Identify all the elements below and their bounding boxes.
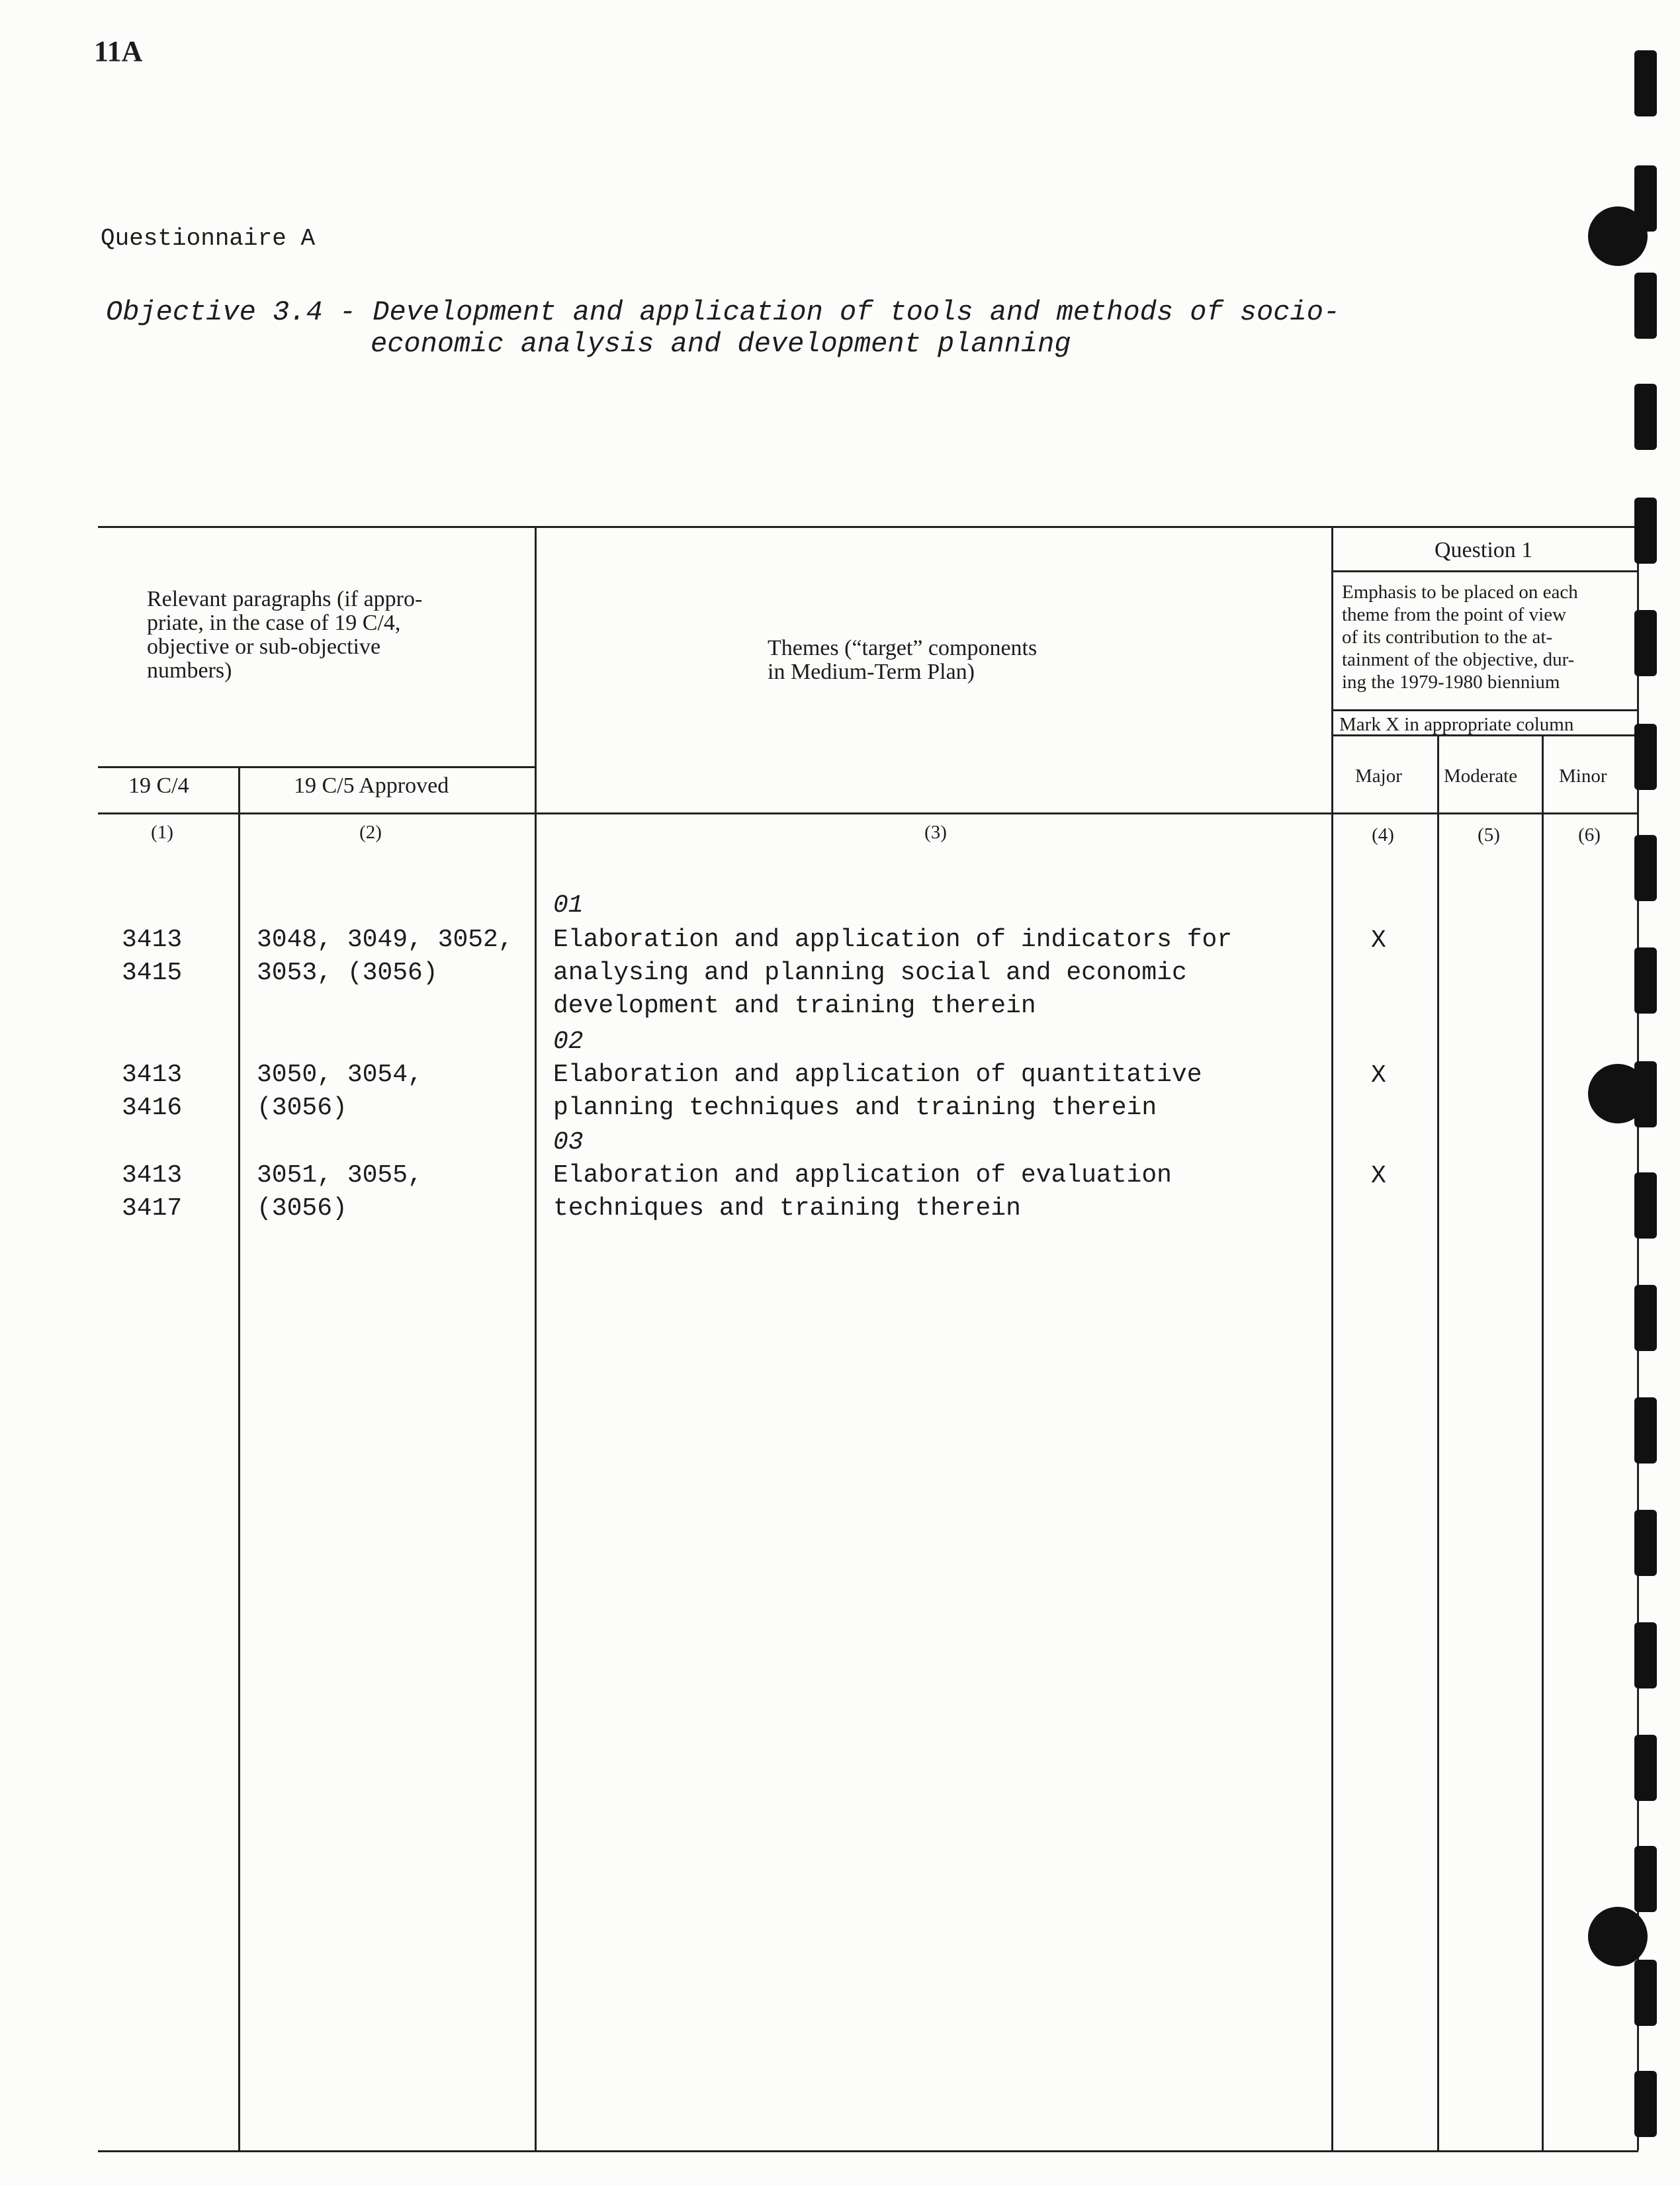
c4-paragraphs: 3413 3416 xyxy=(122,1061,183,1122)
binder-tab xyxy=(1634,1172,1657,1239)
emphasis-minor-header: Minor xyxy=(1559,765,1607,787)
emphasis-major-header: Major xyxy=(1355,765,1402,787)
binder-tab xyxy=(1634,1510,1657,1576)
binder-tab xyxy=(1634,1735,1657,1801)
page-number: 11A xyxy=(94,35,143,67)
theme-number: 03 xyxy=(553,1128,584,1157)
emphasis-mark: X xyxy=(1371,1061,1386,1090)
c5-paragraphs: 3051, 3055, (3056) xyxy=(257,1161,423,1223)
theme-text: Elaboration and application of quantitative planning techniques and training therein xyxy=(553,1061,1202,1122)
col5-col6-divider xyxy=(1542,734,1544,2150)
question-rule xyxy=(1332,570,1638,572)
col1-header: Relevant paragraphs (if appro- priate, in the case of 19 C/4, objective or sub-objective numbers) xyxy=(147,587,423,683)
punch-hole xyxy=(1588,206,1648,266)
emphasis-mark: X xyxy=(1371,1162,1386,1190)
binder-tab xyxy=(1634,273,1657,339)
binder-tab xyxy=(1634,947,1657,1014)
binder-tab xyxy=(1634,1960,1657,2026)
binder-tab xyxy=(1634,1285,1657,1351)
theme-text: Elaboration and application of indicators for analysing and planning social and economic development and training therein xyxy=(553,926,1233,1020)
col-number-4: (4) xyxy=(1372,824,1394,846)
col3-header: Themes (“target” components in Medium-Term Plan) xyxy=(768,636,1038,684)
col2-col3-divider xyxy=(535,526,537,2150)
objective-line-2: economic analysis and development planning xyxy=(371,328,1071,360)
question-header: Question 1 xyxy=(1435,538,1533,562)
c4-paragraphs: 3413 3417 xyxy=(122,1161,183,1223)
c5-paragraphs: 3048, 3049, 3052, 3053, (3056) xyxy=(257,926,513,987)
col4-col5-divider xyxy=(1437,734,1439,2150)
objective-heading xyxy=(106,296,1340,360)
binder-tab xyxy=(1634,384,1657,450)
col3-col4-divider xyxy=(1331,526,1333,2150)
header-bottom-rule xyxy=(98,812,1638,814)
col1b-header: 19 C/5 Approved xyxy=(294,773,449,798)
binder-tab xyxy=(1634,1061,1657,1127)
binder-tab xyxy=(1634,50,1657,116)
punch-hole xyxy=(1588,1907,1648,1966)
question-text: Emphasis to be placed on each theme from the point of view of its contribution to the at- tainment of the objective, dur- ing the 1979-1980 biennium xyxy=(1342,582,1578,693)
c5-paragraphs: 3050, 3054, (3056) xyxy=(257,1061,423,1122)
binder-tab xyxy=(1634,610,1657,676)
binder-tab xyxy=(1634,1397,1657,1464)
col-number-3: (3) xyxy=(924,822,947,843)
emphasis-mark: X xyxy=(1371,926,1386,955)
binder-tab xyxy=(1634,498,1657,564)
binder-tab xyxy=(1634,1622,1657,1688)
emphasis-moderate-header: Moderate xyxy=(1444,765,1518,787)
col-number-6: (6) xyxy=(1578,824,1601,846)
table-top-rule xyxy=(98,526,1638,528)
col-number-2: (2) xyxy=(359,822,382,843)
mark-instruction: Mark X in appropriate column xyxy=(1339,714,1574,735)
questionnaire-title: Questionnaire A xyxy=(101,225,316,252)
col-number-5: (5) xyxy=(1478,824,1500,846)
question-text-rule xyxy=(1332,709,1638,711)
binder-tab xyxy=(1634,2071,1657,2137)
objective-line-1: Objective 3.4 - Development and application of tools and methods of socio- xyxy=(106,296,1341,328)
table-bottom-rule xyxy=(98,2150,1638,2152)
binder-tab xyxy=(1634,724,1657,790)
col1-subheader-rule xyxy=(98,766,536,768)
theme-text: Elaboration and application of evaluation techniques and training therein xyxy=(553,1161,1172,1223)
col-number-1: (1) xyxy=(151,822,173,843)
theme-number: 01 xyxy=(553,891,584,920)
c4-paragraphs: 3413 3415 xyxy=(122,926,183,987)
theme-number: 02 xyxy=(553,1027,584,1056)
binder-tab xyxy=(1634,1846,1657,1912)
col1a-header: 19 C/4 xyxy=(128,773,189,798)
binder-tab xyxy=(1634,835,1657,901)
col1-col2-divider xyxy=(238,766,240,2150)
